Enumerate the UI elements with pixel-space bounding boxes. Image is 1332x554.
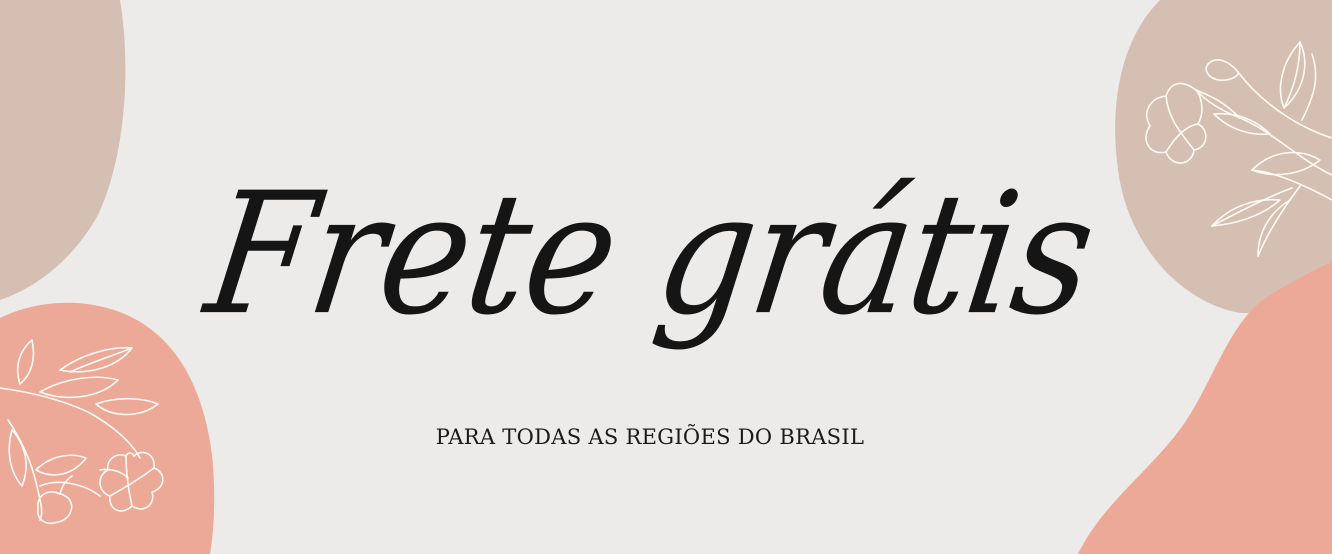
subheadline-all-regions: PARA TODAS AS REGIÕES DO BRASIL <box>435 425 865 449</box>
headline-free-shipping: Frete grátis <box>196 157 1104 353</box>
blob-bottom-right <box>1078 262 1332 554</box>
blob-top-left <box>0 0 125 300</box>
